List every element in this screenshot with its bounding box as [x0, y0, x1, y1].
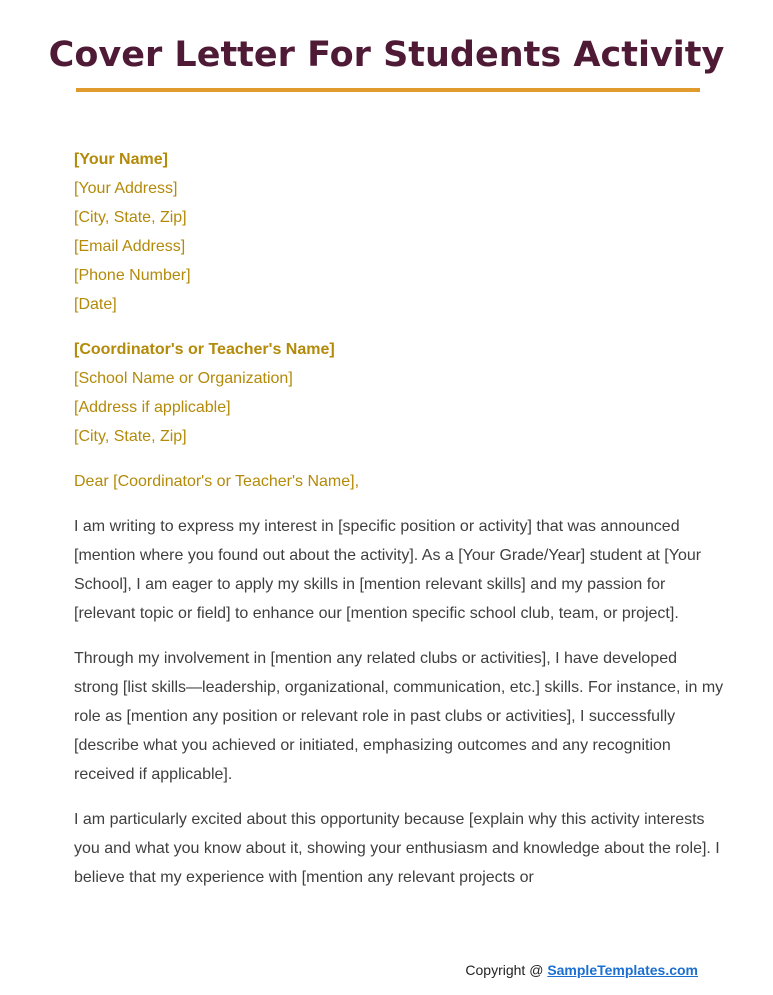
copyright-footer [465, 960, 698, 980]
sender-date: [Date] [74, 296, 117, 313]
body-paragraph: I am particularly excited about this opportunity because [explain why this activity interests you and what you know about it, showing your enthusiasm and knowledge about the role]. I believe that my experience with [mention any relevant projects or [74, 811, 720, 886]
letter-body [74, 145, 724, 908]
recipient-organization: [School Name or Organization] [74, 370, 293, 387]
recipient-block [74, 335, 724, 451]
salutation: Dear [Coordinator's or Teacher's Name], [74, 473, 360, 490]
sender-email: [Email Address] [74, 238, 186, 255]
recipient-city-state-zip: [City, State, Zip] [74, 428, 187, 445]
sender-name: [Your Name] [74, 151, 168, 168]
copyright-label: Copyright @ [465, 962, 548, 978]
body-paragraph: Through my involvement in [mention any related clubs or activities], I have developed strong [list skills—leadership, organizational, communication, etc.] skills. For instance, in my role as [mention any position or relevant role in past clubs or activities], I successfully [describe what you achieved or initiated, emphasizing outcomes and any recognition received if applicable]. [74, 650, 724, 783]
page-title: Cover Letter For Students Activity [48, 35, 725, 75]
sampletemplates-link[interactable]: SampleTemplates.com [547, 962, 698, 978]
sender-block [74, 145, 724, 319]
body-paragraph: I am writing to express my interest in [specific position or activity] that was announced [mention where you found out about the activity]. As a [Your Grade/Year] student at [Your School], I am eager to apply my skills in [mention relevant skills] and my passion for [relevant topic or field] to enhance our [mention specific school club, team, or project]. [74, 518, 702, 622]
recipient-name: [Coordinator's or Teacher's Name] [74, 341, 335, 358]
title-divider [76, 88, 700, 92]
sender-address: [Your Address] [74, 180, 178, 197]
sender-city-state-zip: [City, State, Zip] [74, 209, 187, 226]
recipient-address: [Address if applicable] [74, 399, 231, 416]
sender-phone: [Phone Number] [74, 267, 191, 284]
